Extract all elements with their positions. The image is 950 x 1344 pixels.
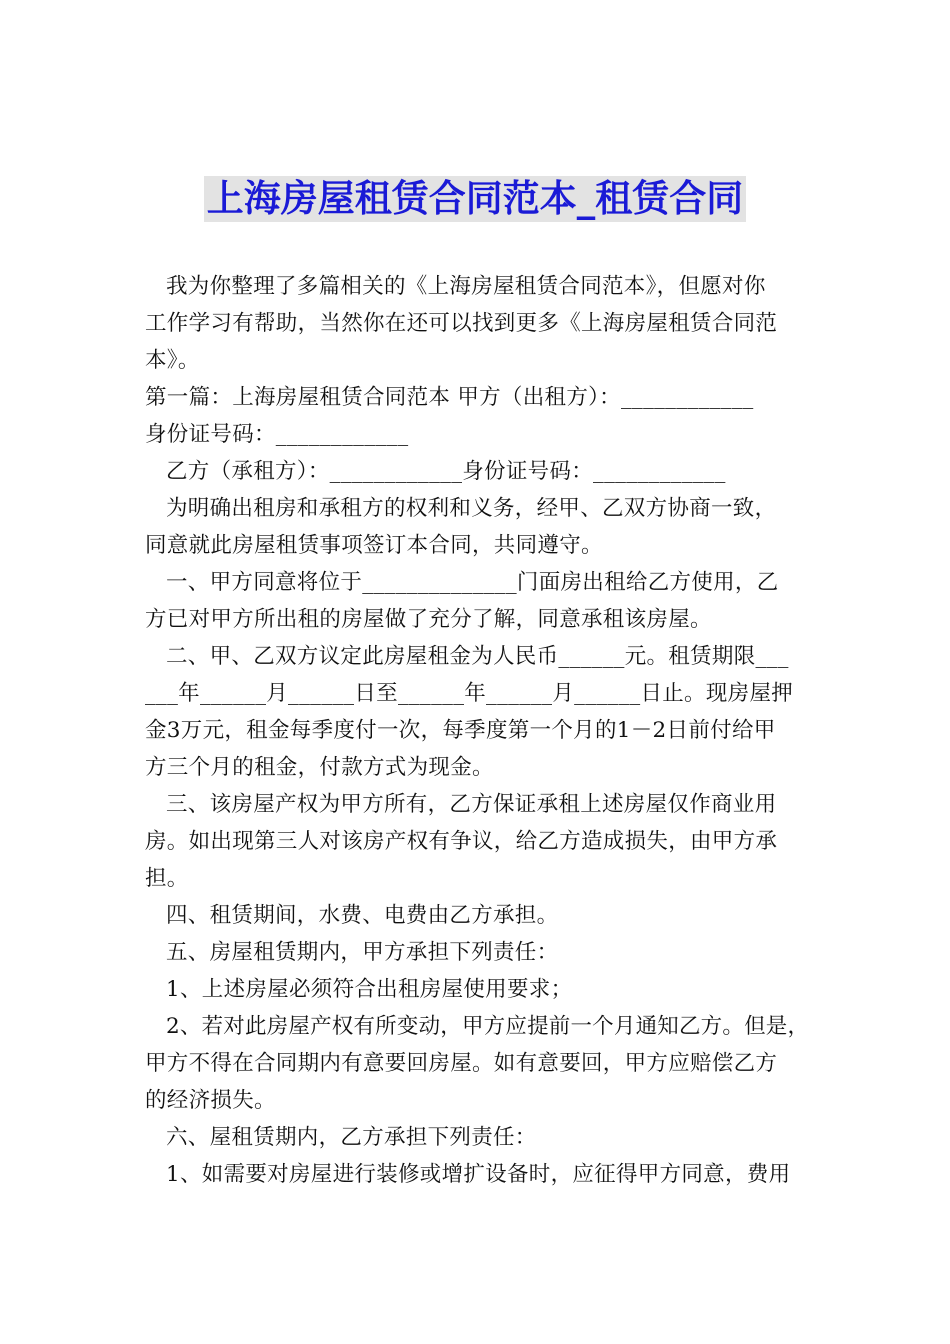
text-line: 方已对甲方所出租的房屋做了充分了解，同意承租该房屋。 — [145, 607, 712, 632]
text-line: 工作学习有帮助，当然你在还可以找到更多《上海房屋租赁合同范 — [145, 311, 778, 336]
text-line: 2、若对此房屋产权有所变动，甲方应提前一个月通知乙方。但是， — [166, 1014, 810, 1039]
text-line: 乙方（承租方）：____________身份证号码：____________ — [166, 459, 726, 484]
text-line: 五、房屋租赁期内，甲方承担下列责任： — [166, 940, 559, 965]
text-line: 房。如出现第三人对该房产权有争议，给乙方造成损失，由甲方承 — [145, 829, 778, 854]
text-line: 方三个月的租金，付款方式为现金。 — [145, 755, 494, 780]
document-title: 上海房屋租赁合同范本_租赁合同 — [204, 176, 747, 222]
text-line: 金3万元，租金每季度付一次，每季度第一个月的1－2日前付给甲 — [145, 718, 776, 743]
text-line: 同意就此房屋租赁事项签订本合同，共同遵守。 — [145, 533, 603, 558]
text-line: 一、甲方同意将位于______________门面房出租给乙方使用，乙 — [166, 570, 779, 595]
text-line: 身份证号码：____________ — [145, 422, 409, 447]
text-line: 二、甲、乙双方议定此房屋租金为人民币______元。租赁期限___ — [166, 644, 789, 669]
text-line: 我为你整理了多篇相关的《上海房屋租赁合同范本》，但愿对你 — [166, 274, 766, 299]
text-line: 本》。 — [145, 348, 200, 373]
text-line: 1、如需要对房屋进行装修或增扩设备时，应征得甲方同意，费用 — [166, 1162, 791, 1187]
text-line: 甲方不得在合同期内有意要回房屋。如有意要回，甲方应赔偿乙方 — [145, 1051, 778, 1076]
text-line: 的经济损失。 — [145, 1088, 276, 1113]
text-line: 第一篇：上海房屋租赁合同范本 甲方（出租方）：____________ — [145, 385, 754, 410]
text-line: 六、屋租赁期内，乙方承担下列责任： — [166, 1125, 537, 1150]
text-line: 1、上述房屋必须符合出租房屋使用要求； — [166, 977, 573, 1002]
text-line: 四、租赁期间，水费、电费由乙方承担。 — [166, 903, 559, 928]
title-container — [0, 176, 950, 222]
text-line: 为明确出租房和承租方的权利和义务，经甲、乙双方协商一致， — [166, 496, 777, 521]
document-body — [145, 268, 810, 1193]
text-line: 担。 — [145, 866, 189, 891]
text-line: ___年______月______日至______年______月______日止。现房屋押 — [145, 681, 794, 706]
text-line: 三、该房屋产权为甲方所有，乙方保证承租上述房屋仅作商业用 — [166, 792, 777, 817]
